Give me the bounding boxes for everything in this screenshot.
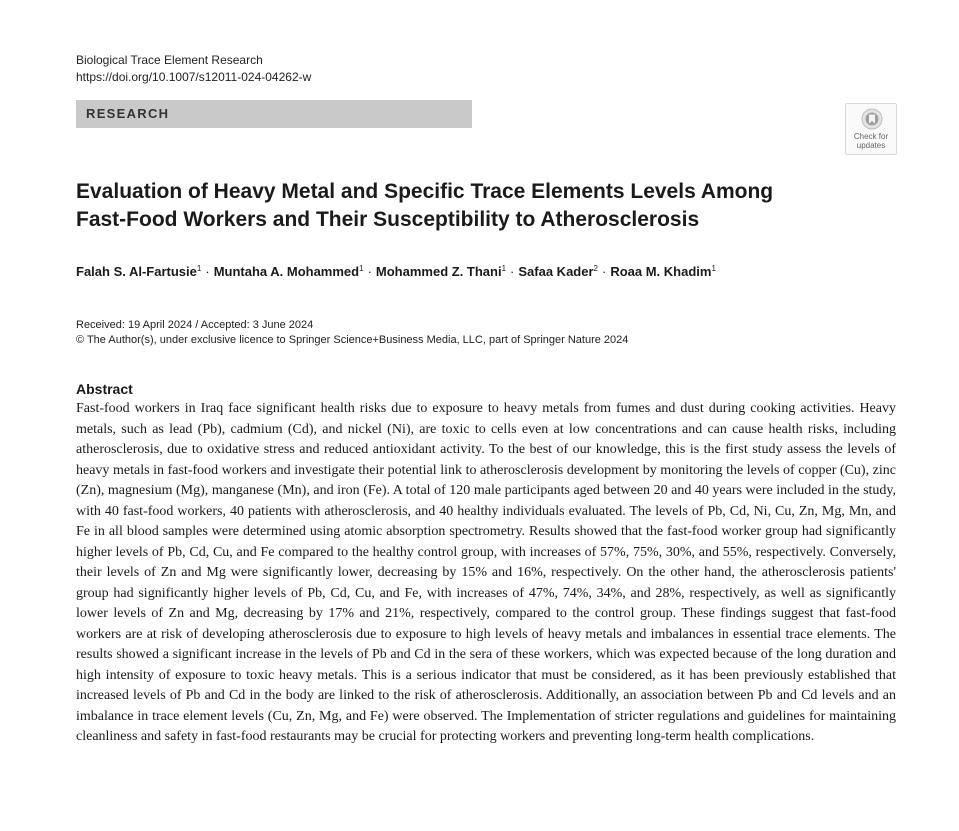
copyright-notice: © The Author(s), under exclusive licence to Springer Science+Business Media, LLC, part of Springer Nature 2024 <box>76 334 629 346</box>
abstract-text: Fast-food workers in Iraq face significant health risks due to exposure to heavy metals from fumes and dust during cooking activities. Heavy metals, such as lead (Pb), cadmium (Cd), and nickel (Ni), are toxic to cells even at low concentrations and can cause health risks, including atherosclerosis, due to oxidative stress and reduced antioxidant activity. To the best of our knowledge, this is the first study assess the levels of heavy metals in fast-food workers and investigate their potential link to atherosclerosis development by monitoring the levels of copper (Cu), zinc (Zn), magnesium (Mg), manganese (Mn), and iron (Fe). A total of 120 male participants aged between 20 and 40 years were included in the study, with 40 fast-food workers, 40 patients with atherosclerosis, and 40 healthy individuals evaluated. The levels of Pb, Cd, Ni, Cu, Zn, Mg, Mn, and Fe in all blood samples were determined using atomic absorption spectrometry. Results showed that the fast-food worker group had significantly higher levels of Pb, Cd, Cu, and Fe compared to the healthy control group, with increases of 57%, 75%, 30%, and 55%, respectively. Conversely, their levels of Zn and Mg were significantly lower, decreasing by 15% and 16%, respectively. On the other hand, the atherosclerosis patients' group had significantly higher levels of Pb, Cd, Cu, and Fe, with increases of 47%, 74%, 34%, and 28%, respectively, as well as significantly lower levels of Zn and Mg, decreasing by 17% and 21%, respectively, compared to the control group. These findings suggest that fast-food workers are at risk of developing atherosclerosis due to exposure to high levels of heavy metals and imbalances in essential trace elements. The results showed a significant increase in the levels of Pb and Cd in the sera of these workers, which was expected because of the long duration and high intensity of exposure to toxic heavy metals. This is a serious indicator that must be considered, as it has been previously established that increased levels of Pb and Cd in the body are linked to the risk of atherosclerosis. Additionally, an association between Pb and Cd levels and an imbalance in trace element levels (Cu, Zn, Mg, and Fe) were observed. The Implementation of stricter regulations and guidelines for maintaining cleanliness and safety in fast-food restaurants may be crucial for protecting workers and preventing long-term health complications. <box>76 401 896 744</box>
abstract-heading: Abstract <box>76 381 133 397</box>
check-for-updates-line1: Check for <box>853 132 889 141</box>
bookmark-update-icon <box>861 108 883 130</box>
author-affiliation: 1 <box>359 264 364 273</box>
check-for-updates-button[interactable] <box>845 103 897 155</box>
author-separator: · <box>205 264 210 279</box>
section-band <box>76 100 472 128</box>
check-for-updates-label <box>846 132 896 150</box>
author-name[interactable]: Falah S. Al-Fartusie <box>76 264 197 279</box>
article-title-line2: Fast-Food Workers and Their Susceptibility to Atherosclerosis <box>76 208 700 231</box>
author-name[interactable]: Mohammed Z. Thani <box>375 264 502 279</box>
check-for-updates-line2: updates <box>856 141 886 150</box>
author-separator: · <box>601 264 607 279</box>
author-affiliation: 2 <box>593 264 598 273</box>
author-name[interactable]: Safaa Kader <box>518 264 594 279</box>
author-list <box>76 263 896 281</box>
author-separator: · <box>510 264 515 279</box>
received-accepted-dates: Received: 19 April 2024 / Accepted: 3 June 2024 <box>76 319 314 331</box>
author-affiliation: 1 <box>711 264 716 273</box>
article-title <box>76 178 836 234</box>
author-name[interactable]: Muntaha A. Mohammed <box>213 264 360 279</box>
author-affiliation: 1 <box>196 264 202 273</box>
doi-link[interactable]: https://doi.org/10.1007/s12011-024-04262-w <box>76 70 312 84</box>
author-affiliation: 1 <box>501 264 507 273</box>
journal-name: Biological Trace Element Research <box>76 53 263 67</box>
author-separator: · <box>367 264 372 279</box>
author-name[interactable]: Roaa M. Khadim <box>610 264 712 279</box>
article-title-line1: Evaluation of Heavy Metal and Specific Trace Elements Levels Among <box>76 180 774 203</box>
section-label: RESEARCH <box>86 106 170 121</box>
